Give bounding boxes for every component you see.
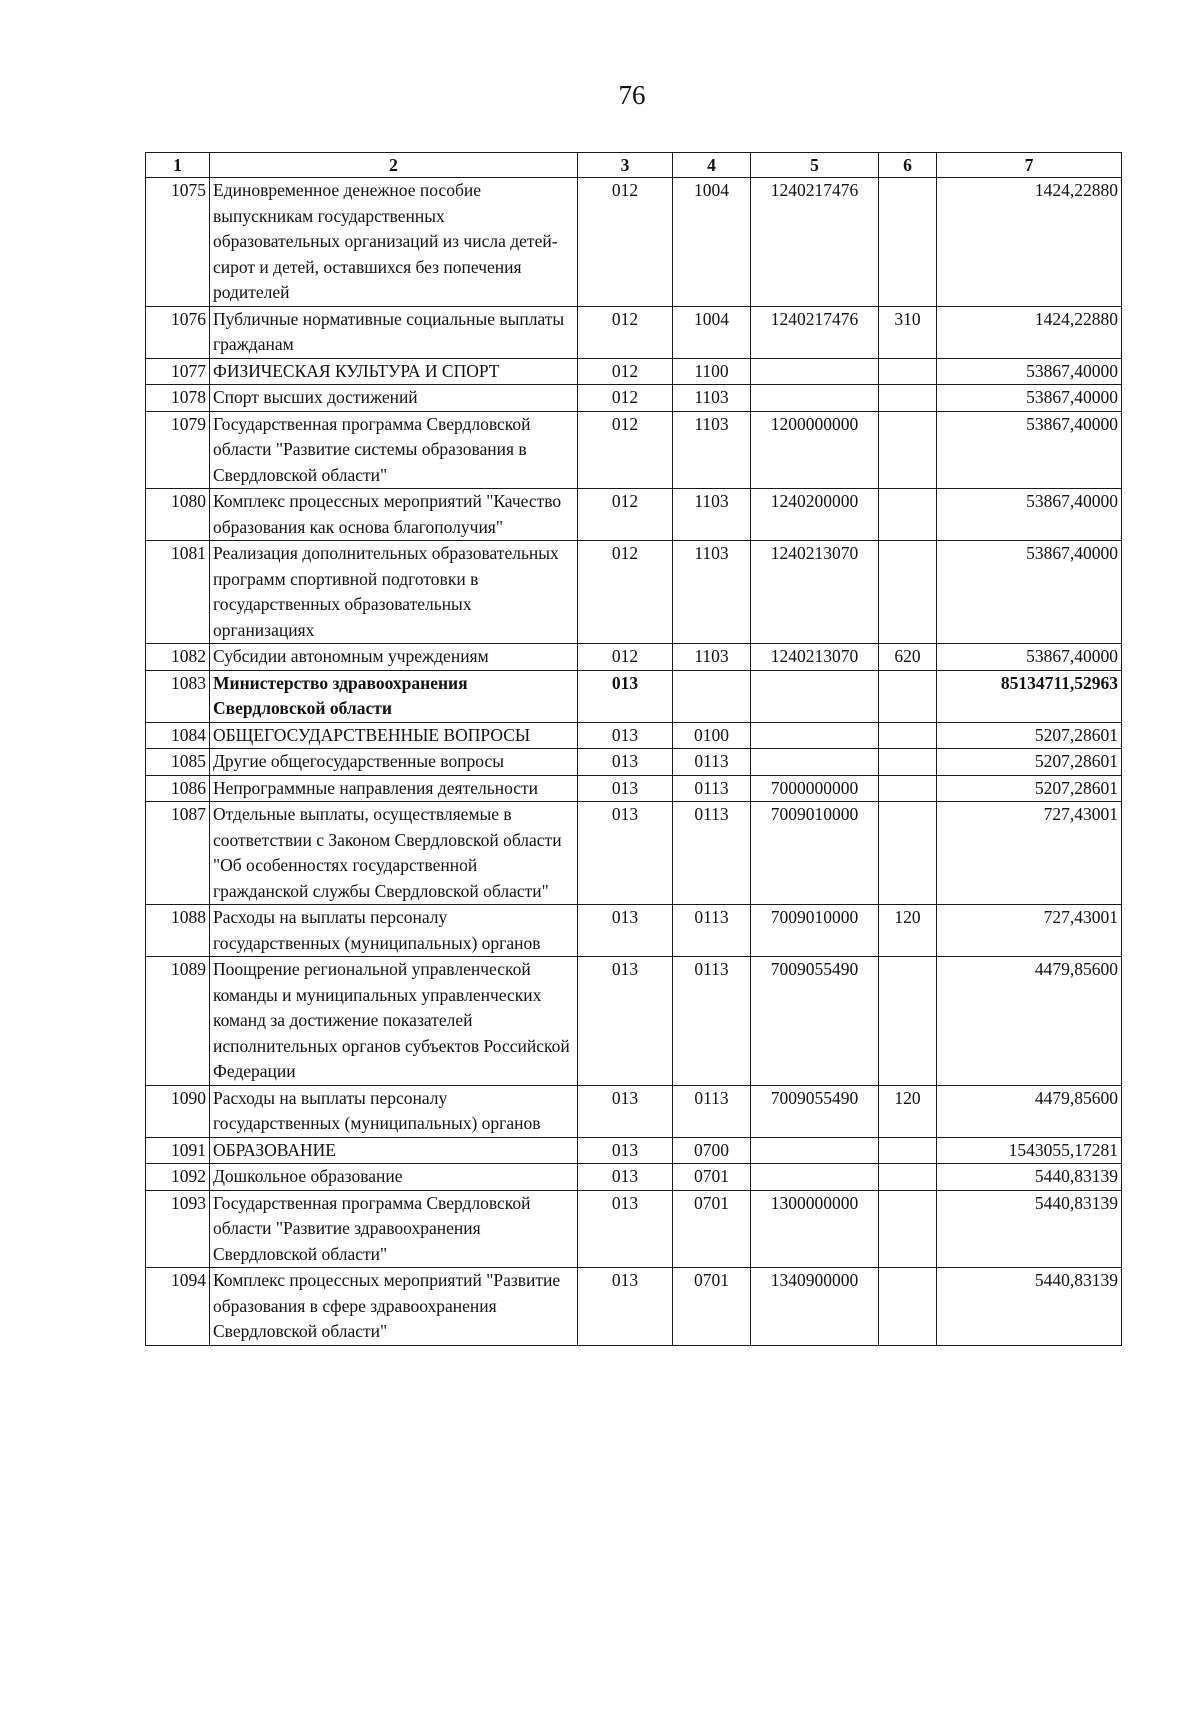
section-code-cell: 1103 (673, 385, 751, 412)
amount-cell: 53867,40000 (937, 385, 1122, 412)
table-row (146, 1085, 1122, 1137)
ministry-code-cell: 012 (578, 178, 673, 307)
amount-cell: 1543055,17281 (937, 1137, 1122, 1164)
description-cell: Расходы на выплаты персоналу государственных (муниципальных) органов (210, 905, 578, 957)
expense-type-cell (879, 775, 937, 802)
row-number-cell: 1092 (146, 1164, 210, 1191)
header-cell-6: 6 (879, 153, 937, 178)
amount-cell: 727,43001 (937, 905, 1122, 957)
row-number-cell: 1079 (146, 411, 210, 489)
target-code-cell: 7009010000 (751, 905, 879, 957)
expense-type-cell: 120 (879, 905, 937, 957)
expense-type-cell: 310 (879, 306, 937, 358)
description-cell: Министерство здравоохранения Свердловской области (210, 670, 578, 722)
header-cell-4: 4 (673, 153, 751, 178)
description-cell: Единовременное денежное пособие выпускникам государственных образовательных организаций из числа детей-сирот и детей, оставшихся без попечения родителей (210, 178, 578, 307)
table-row (146, 1164, 1122, 1191)
table-row (146, 644, 1122, 671)
header-cell-3: 3 (578, 153, 673, 178)
expense-type-cell (879, 385, 937, 412)
row-number-cell: 1082 (146, 644, 210, 671)
target-code-cell (751, 1137, 879, 1164)
row-number-cell: 1088 (146, 905, 210, 957)
description-cell: Субсидии автономным учреждениям (210, 644, 578, 671)
target-code-cell: 1240213070 (751, 541, 879, 644)
amount-cell: 53867,40000 (937, 489, 1122, 541)
section-code-cell: 1004 (673, 306, 751, 358)
amount-cell: 727,43001 (937, 802, 1122, 905)
row-number-cell: 1089 (146, 957, 210, 1086)
amount-cell: 5207,28601 (937, 722, 1122, 749)
description-cell: Государственная программа Свердловской области "Развитие здравоохранения Свердловской области" (210, 1190, 578, 1268)
ministry-code-cell: 012 (578, 358, 673, 385)
page-number: 76 (618, 80, 646, 110)
section-code-cell: 0701 (673, 1164, 751, 1191)
row-number-cell: 1090 (146, 1085, 210, 1137)
target-code-cell: 7000000000 (751, 775, 879, 802)
amount-cell: 53867,40000 (937, 358, 1122, 385)
description-cell: ФИЗИЧЕСКАЯ КУЛЬТУРА И СПОРТ (210, 358, 578, 385)
section-code-cell: 1100 (673, 358, 751, 385)
table-row (146, 670, 1122, 722)
amount-cell: 5207,28601 (937, 749, 1122, 776)
section-code-cell (673, 670, 751, 722)
description-cell: Комплекс процессных мероприятий "Развитие образования в сфере здравоохранения Свердловской области" (210, 1268, 578, 1346)
row-number-cell: 1086 (146, 775, 210, 802)
description-cell: ОБЩЕГОСУДАРСТВЕННЫЕ ВОПРОСЫ (210, 722, 578, 749)
description-cell: Публичные нормативные социальные выплаты гражданам (210, 306, 578, 358)
section-code-cell: 0100 (673, 722, 751, 749)
ministry-code-cell: 013 (578, 957, 673, 1086)
description-cell: Комплекс процессных мероприятий "Качество образования как основа благополучия" (210, 489, 578, 541)
table-row (146, 306, 1122, 358)
amount-cell: 53867,40000 (937, 411, 1122, 489)
target-code-cell (751, 385, 879, 412)
ministry-code-cell: 013 (578, 722, 673, 749)
table-row (146, 802, 1122, 905)
table-row (146, 358, 1122, 385)
section-code-cell: 0113 (673, 775, 751, 802)
description-cell: ОБРАЗОВАНИЕ (210, 1137, 578, 1164)
row-number-cell: 1083 (146, 670, 210, 722)
target-code-cell: 7009010000 (751, 802, 879, 905)
target-code-cell: 1240213070 (751, 644, 879, 671)
ministry-code-cell: 012 (578, 411, 673, 489)
amount-cell: 1424,22880 (937, 306, 1122, 358)
target-code-cell: 1340900000 (751, 1268, 879, 1346)
ministry-code-cell: 013 (578, 1164, 673, 1191)
ministry-code-cell: 013 (578, 1137, 673, 1164)
expense-type-cell (879, 1137, 937, 1164)
description-cell: Расходы на выплаты персоналу государственных (муниципальных) органов (210, 1085, 578, 1137)
amount-cell: 4479,85600 (937, 957, 1122, 1086)
section-code-cell: 0113 (673, 957, 751, 1086)
expense-type-cell (879, 411, 937, 489)
target-code-cell: 1240217476 (751, 306, 879, 358)
description-cell: Непрограммные направления деятельности (210, 775, 578, 802)
target-code-cell: 1240217476 (751, 178, 879, 307)
description-cell: Отдельные выплаты, осуществляемые в соответствии с Законом Свердловской области "Об особенностях государственной гражданской службы Свердловской области" (210, 802, 578, 905)
section-code-cell: 0700 (673, 1137, 751, 1164)
table-row (146, 411, 1122, 489)
header-row (146, 153, 1122, 178)
target-code-cell (751, 670, 879, 722)
header-cell-2: 2 (210, 153, 578, 178)
row-number-cell: 1091 (146, 1137, 210, 1164)
table-row (146, 905, 1122, 957)
description-cell: Поощрение региональной управленческой команды и муниципальных управленческих команд за достижение показателей исполнительных органов субъектов Российской Федерации (210, 957, 578, 1086)
expense-type-cell: 620 (879, 644, 937, 671)
section-code-cell: 1103 (673, 541, 751, 644)
ministry-code-cell: 012 (578, 489, 673, 541)
expense-type-cell (879, 722, 937, 749)
table-row (146, 541, 1122, 644)
amount-cell: 4479,85600 (937, 1085, 1122, 1137)
row-number-cell: 1085 (146, 749, 210, 776)
target-code-cell: 1240200000 (751, 489, 879, 541)
target-code-cell (751, 722, 879, 749)
expense-type-cell (879, 358, 937, 385)
section-code-cell: 1103 (673, 411, 751, 489)
description-cell: Реализация дополнительных образовательных программ спортивной подготовки в государственных образовательных организациях (210, 541, 578, 644)
ministry-code-cell: 012 (578, 306, 673, 358)
section-code-cell: 0113 (673, 905, 751, 957)
expense-type-cell (879, 541, 937, 644)
expense-type-cell (879, 749, 937, 776)
expense-type-cell (879, 489, 937, 541)
amount-cell: 5440,83139 (937, 1164, 1122, 1191)
description-cell: Другие общегосударственные вопросы (210, 749, 578, 776)
expense-type-cell (879, 957, 937, 1086)
header-cell-1: 1 (146, 153, 210, 178)
section-code-cell: 0113 (673, 802, 751, 905)
target-code-cell (751, 749, 879, 776)
amount-cell: 53867,40000 (937, 541, 1122, 644)
amount-cell: 5440,83139 (937, 1190, 1122, 1268)
row-number-cell: 1087 (146, 802, 210, 905)
section-code-cell: 1004 (673, 178, 751, 307)
table-row (146, 1190, 1122, 1268)
description-cell: Государственная программа Свердловской области "Развитие системы образования в Свердловской области" (210, 411, 578, 489)
target-code-cell: 1200000000 (751, 411, 879, 489)
row-number-cell: 1081 (146, 541, 210, 644)
description-cell: Дошкольное образование (210, 1164, 578, 1191)
table-row (146, 749, 1122, 776)
target-code-cell: 7009055490 (751, 1085, 879, 1137)
target-code-cell (751, 358, 879, 385)
table-row (146, 385, 1122, 412)
ministry-code-cell: 013 (578, 905, 673, 957)
row-number-cell: 1075 (146, 178, 210, 307)
ministry-code-cell: 013 (578, 775, 673, 802)
description-cell: Спорт высших достижений (210, 385, 578, 412)
amount-cell: 85134711,52963 (937, 670, 1122, 722)
section-code-cell: 0701 (673, 1268, 751, 1346)
table-row (146, 178, 1122, 307)
target-code-cell: 1300000000 (751, 1190, 879, 1268)
target-code-cell: 7009055490 (751, 957, 879, 1086)
ministry-code-cell: 013 (578, 670, 673, 722)
expense-type-cell (879, 1268, 937, 1346)
section-code-cell: 1103 (673, 489, 751, 541)
ministry-code-cell: 013 (578, 749, 673, 776)
target-code-cell (751, 1164, 879, 1191)
table-row (146, 1137, 1122, 1164)
header-cell-5: 5 (751, 153, 879, 178)
ministry-code-cell: 013 (578, 1085, 673, 1137)
ministry-code-cell: 013 (578, 1268, 673, 1346)
expense-type-cell: 120 (879, 1085, 937, 1137)
section-code-cell: 1103 (673, 644, 751, 671)
row-number-cell: 1078 (146, 385, 210, 412)
section-code-cell: 0113 (673, 1085, 751, 1137)
amount-cell: 5207,28601 (937, 775, 1122, 802)
row-number-cell: 1094 (146, 1268, 210, 1346)
budget-table (145, 152, 1122, 1346)
expense-type-cell (879, 670, 937, 722)
ministry-code-cell: 012 (578, 644, 673, 671)
amount-cell: 53867,40000 (937, 644, 1122, 671)
amount-cell: 1424,22880 (937, 178, 1122, 307)
expense-type-cell (879, 1190, 937, 1268)
section-code-cell: 0113 (673, 749, 751, 776)
row-number-cell: 1077 (146, 358, 210, 385)
ministry-code-cell: 013 (578, 802, 673, 905)
ministry-code-cell: 012 (578, 385, 673, 412)
row-number-cell: 1080 (146, 489, 210, 541)
table-row (146, 722, 1122, 749)
table-row (146, 489, 1122, 541)
row-number-cell: 1084 (146, 722, 210, 749)
expense-type-cell (879, 178, 937, 307)
table-row (146, 957, 1122, 1086)
row-number-cell: 1076 (146, 306, 210, 358)
table-row (146, 1268, 1122, 1346)
row-number-cell: 1093 (146, 1190, 210, 1268)
ministry-code-cell: 013 (578, 1190, 673, 1268)
section-code-cell: 0701 (673, 1190, 751, 1268)
header-cell-7: 7 (937, 153, 1122, 178)
ministry-code-cell: 012 (578, 541, 673, 644)
amount-cell: 5440,83139 (937, 1268, 1122, 1346)
expense-type-cell (879, 1164, 937, 1191)
expense-type-cell (879, 802, 937, 905)
table-row (146, 775, 1122, 802)
